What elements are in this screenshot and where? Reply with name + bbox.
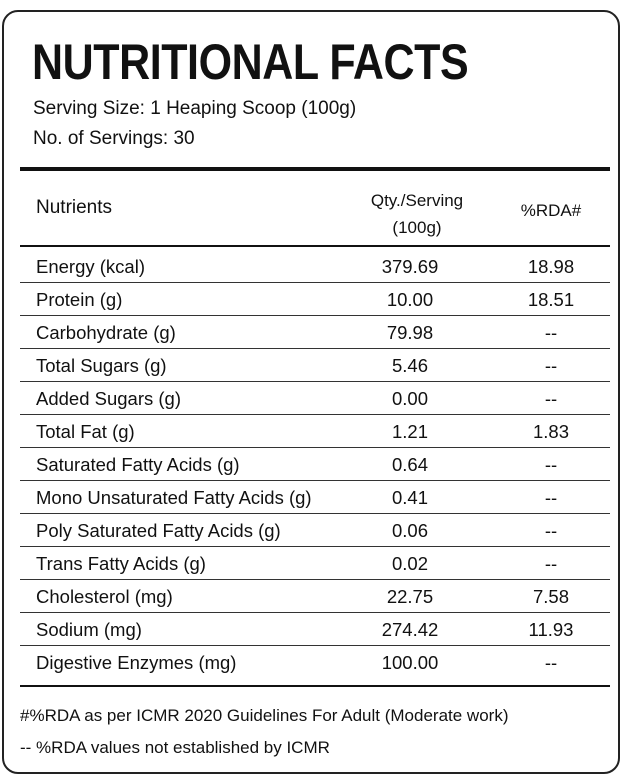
footnote-not-established: -- %RDA values not established by ICMR xyxy=(20,738,330,757)
nutrient-rda: -- xyxy=(544,553,558,574)
nutrient-name: Digestive Enzymes (mg) xyxy=(36,652,237,673)
table-row xyxy=(20,613,610,646)
nutrient-rda: -- xyxy=(544,322,558,343)
nutrient-qty: 0.06 xyxy=(391,520,428,541)
table-row xyxy=(20,580,610,613)
nutrient-rda: 18.98 xyxy=(527,256,575,277)
nutrient-qty: 100.00 xyxy=(381,652,439,673)
nutrient-rda: 18.51 xyxy=(527,289,575,310)
nutrient-name: Carbohydrate (g) xyxy=(36,322,176,343)
nutrient-rda: -- xyxy=(544,520,558,541)
nutrient-qty: 0.64 xyxy=(391,454,428,475)
table-row xyxy=(20,382,610,415)
nutrient-rda: -- xyxy=(544,487,558,508)
nutrient-qty: 0.02 xyxy=(391,553,428,574)
table-row xyxy=(20,316,610,349)
nutrient-qty: 0.41 xyxy=(391,487,428,508)
nutrient-name: Mono Unsaturated Fatty Acids (g) xyxy=(36,487,312,508)
column-header-qty-line2: (100g) xyxy=(392,218,442,237)
nutrient-qty: 5.46 xyxy=(391,355,428,376)
table-row xyxy=(20,349,610,382)
nutrient-name: Total Sugars (g) xyxy=(36,355,167,376)
nutrient-qty: 22.75 xyxy=(386,586,434,607)
nutrient-rda: 11.93 xyxy=(528,619,574,640)
header-divider xyxy=(20,167,610,171)
column-header-rda: %RDA# xyxy=(520,201,582,220)
table-row xyxy=(20,283,610,316)
table-bottom-divider xyxy=(20,685,610,687)
table-row xyxy=(20,514,610,547)
table-row xyxy=(20,547,610,580)
nutrient-name: Sodium (mg) xyxy=(36,619,142,640)
nutrient-name: Total Fat (g) xyxy=(36,421,135,442)
table-row xyxy=(20,481,610,514)
table-row xyxy=(20,415,610,448)
serving-size: Serving Size: 1 Heaping Scoop (100g) xyxy=(33,98,357,119)
column-header-nutrients: Nutrients xyxy=(36,197,113,218)
nutrient-name: Saturated Fatty Acids (g) xyxy=(36,454,240,475)
table-row xyxy=(20,250,610,283)
nutrient-qty: 1.21 xyxy=(391,421,428,442)
table-row xyxy=(20,448,610,481)
nutrient-name: Cholesterol (mg) xyxy=(36,586,173,607)
table-header-divider xyxy=(20,245,610,247)
nutrient-rda: -- xyxy=(544,652,558,673)
nutrient-rda: -- xyxy=(544,388,558,409)
nutrient-name: Protein (g) xyxy=(36,289,123,310)
nutrient-qty: 274.42 xyxy=(381,619,439,640)
column-header-qty xyxy=(350,187,484,241)
nutrient-name: Poly Saturated Fatty Acids (g) xyxy=(36,520,281,541)
nutrient-rda: -- xyxy=(544,355,558,376)
nutrient-qty: 379.69 xyxy=(381,256,439,277)
nutrient-qty: 0.00 xyxy=(391,388,428,409)
table-row xyxy=(20,646,610,679)
column-header-qty-line1: Qty./Serving xyxy=(370,191,464,210)
nutrient-name: Trans Fatty Acids (g) xyxy=(36,553,206,574)
nutrient-qty: 10.00 xyxy=(386,289,434,310)
footnote-rda-basis: #%RDA as per ICMR 2020 Guidelines For Adult (Moderate work) xyxy=(20,706,509,725)
nutrient-name: Energy (kcal) xyxy=(36,256,145,277)
servings-count: No. of Servings: 30 xyxy=(33,128,195,149)
nutrient-rda: -- xyxy=(544,454,558,475)
nutrient-name: Added Sugars (g) xyxy=(36,388,182,409)
nutrient-qty: 79.98 xyxy=(386,322,434,343)
nutrient-rda: 1.83 xyxy=(532,421,569,442)
page-title: NUTRITIONAL FACTS xyxy=(32,34,469,90)
nutrient-rda: 7.58 xyxy=(532,586,569,607)
